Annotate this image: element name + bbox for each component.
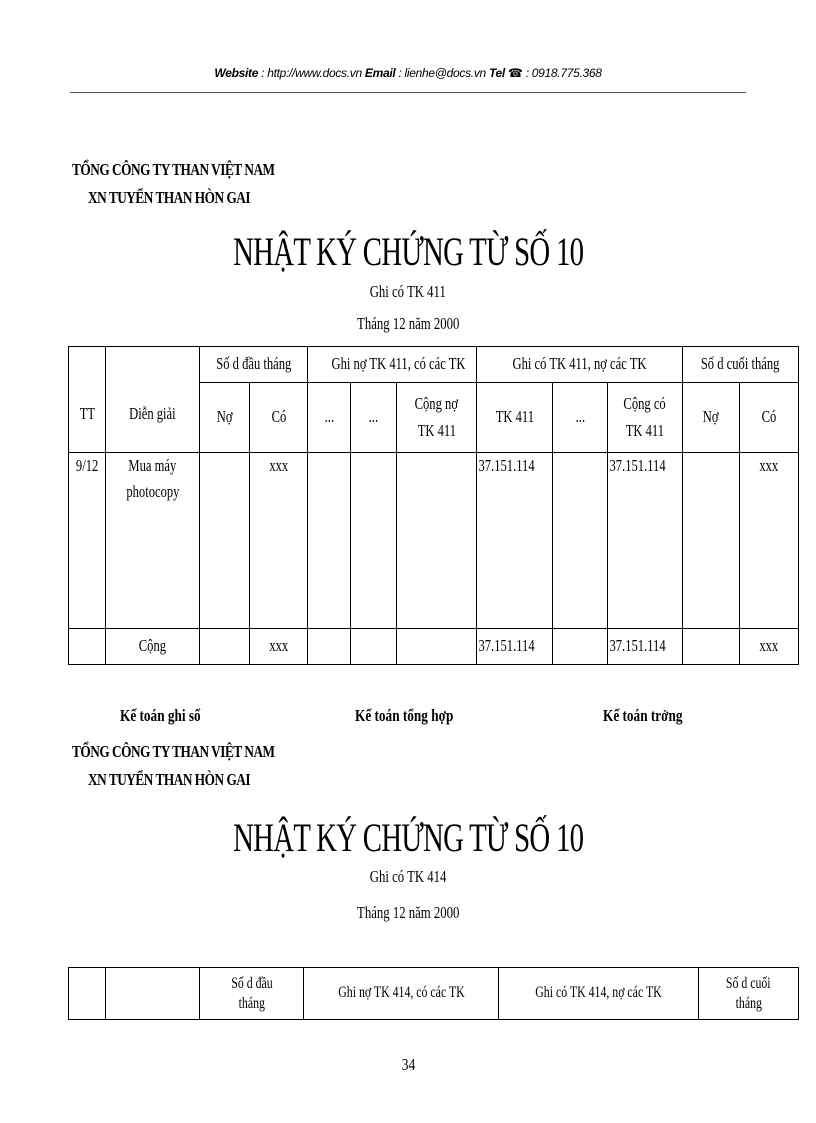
subtitle-1: Ghi có TK 411 (369, 282, 447, 301)
opening-balance-header: Số d đầu tháng (200, 347, 308, 383)
table-total-row (69, 629, 799, 665)
cell-co-opening: xxx (250, 453, 308, 629)
subtitle-2: Ghi có TK 414 (369, 867, 447, 886)
org-unit-1: XN TUYỂN THAN HÒN GAI (88, 188, 251, 207)
closing-balance-header: Số d cuối tháng (683, 347, 799, 383)
total-credit-other (553, 629, 608, 665)
cell-debit-other-1 (308, 453, 351, 629)
tel-label: Tel (488, 66, 505, 80)
col-debit-other-1: ... (308, 383, 351, 453)
col-debit-other-2: ... (351, 383, 397, 453)
col-total-credit: Cộng có TK 411 (608, 383, 683, 453)
org-name-1: TỔNG CÔNG TY THAN VIỆT NAM (72, 160, 275, 179)
total-label: Cộng (106, 629, 200, 665)
col-tt-header-2 (69, 968, 106, 1020)
debit-group-header: Ghi nợ TK 411, có các TK (308, 347, 477, 383)
total-cell-tt (69, 629, 106, 665)
col-co-closing: Có (740, 383, 799, 453)
closing-balance-header-2: Số d cuối tháng (699, 968, 799, 1020)
col-credit-other: ... (553, 383, 608, 453)
total-debit-other-2 (351, 629, 397, 665)
total-no-opening (200, 629, 250, 665)
table-row (69, 453, 799, 629)
cell-total-debit (397, 453, 477, 629)
page-number: 34 (401, 1055, 415, 1074)
period-2: Tháng 12 năm 2000 (356, 903, 460, 922)
cell-credit-other (553, 453, 608, 629)
cell-no-opening (200, 453, 250, 629)
total-total-credit: 37.151.114 (608, 629, 683, 665)
header-divider (70, 92, 746, 93)
col-tt-header: TT (69, 347, 106, 453)
total-tk411: 37.151.114 (477, 629, 553, 665)
ledger-table-2 (68, 967, 799, 1020)
email-value[interactable]: : lienhe@docs.vn (398, 66, 486, 80)
total-total-debit (397, 629, 477, 665)
cell-total-credit: 37.151.114 (608, 453, 683, 629)
phone-icon: ☎ (508, 66, 523, 80)
period-1: Tháng 12 năm 2000 (356, 314, 460, 333)
cell-tk411: 37.151.114 (477, 453, 553, 629)
cell-desc: Mua máy photocopy (106, 453, 200, 629)
col-co-opening: Có (250, 383, 308, 453)
org-unit-2: XN TUYỂN THAN HÒN GAI (88, 770, 251, 789)
email-label: Email (364, 66, 396, 80)
total-co-closing: xxx (740, 629, 799, 665)
signature-accountant: Kế toán ghi sổ (120, 706, 201, 725)
debit-group-header-2: Ghi nợ TK 414, có các TK (304, 968, 499, 1020)
cell-co-closing: xxx (740, 453, 799, 629)
cell-tt: 9/12 (69, 453, 106, 629)
opening-balance-header-2: Số d đầu tháng (200, 968, 304, 1020)
total-debit-other-1 (308, 629, 351, 665)
website-value[interactable]: : http://www.docs.vn (261, 66, 362, 80)
signature-general-accountant: Kế toán tổng hợp (355, 706, 454, 725)
col-no-opening: Nợ (200, 383, 250, 453)
col-no-closing: Nợ (683, 383, 740, 453)
total-no-closing (683, 629, 740, 665)
ledger-table-1 (68, 346, 799, 665)
tel-value: : 0918.775.368 (525, 66, 602, 80)
col-total-debit: Cộng nợ TK 411 (397, 383, 477, 453)
credit-group-header-2: Ghi có TK 414, nợ các TK (499, 968, 699, 1020)
page-header (0, 66, 816, 80)
credit-group-header: Ghi có TK 411, nợ các TK (477, 347, 683, 383)
signature-chief-accountant: Kế toán trởng (603, 706, 683, 725)
total-co-opening: xxx (250, 629, 308, 665)
col-tk411: TK 411 (477, 383, 553, 453)
col-desc-header-2 (106, 968, 200, 1020)
col-desc-header: Diễn giải (106, 347, 200, 453)
page-title-1: NHẬT KÝ CHỨNG TỪ SỐ 10 (232, 229, 584, 274)
website-label: Website (214, 66, 259, 80)
page-title-2: NHẬT KÝ CHỨNG TỪ SỐ 10 (232, 815, 584, 860)
org-name-2: TỔNG CÔNG TY THAN VIỆT NAM (72, 742, 275, 761)
cell-debit-other-2 (351, 453, 397, 629)
cell-no-closing (683, 453, 740, 629)
